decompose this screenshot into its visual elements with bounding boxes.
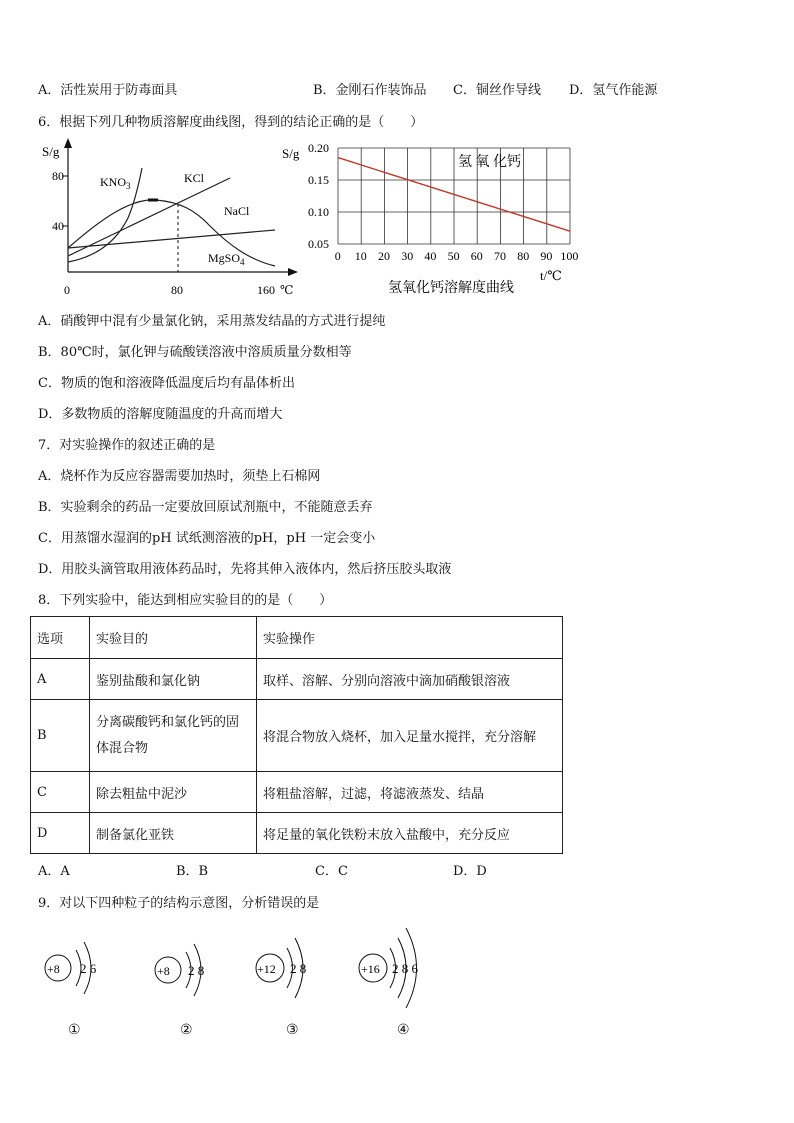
particle-4 — [359, 928, 419, 1008]
q7-option-d: D．用胶头滴管取用液体药品时，先将其伸入液体内，然后挤压胶头取液 — [38, 562, 452, 577]
particle-4-nucleus: +16 — [361, 962, 380, 976]
table-row — [31, 772, 563, 813]
curve-nacl — [68, 230, 275, 248]
chart1-ytick-80: 80 — [52, 169, 64, 183]
q8-option-a: A．A — [38, 864, 70, 879]
atom-structure-diagrams — [30, 920, 450, 1020]
chart2-ylabel: S/g — [282, 146, 300, 161]
chart1-xtick-160: 160 — [257, 283, 275, 297]
particle-3-nucleus: +12 — [257, 962, 276, 976]
row-a-operation: 取样、溶解、分别向溶液中滴加硝酸银溶液 — [257, 659, 563, 700]
chart2-xtick-60: 60 — [470, 249, 483, 263]
chart1-xtick-80: 80 — [171, 283, 183, 297]
chart2-xlabel: t/℃ — [540, 268, 562, 283]
chart2-grid — [338, 148, 570, 244]
particle-2-label: ② — [180, 1022, 193, 1038]
row-b-purpose: 分离碳酸钙和氯化钙的固体混合物 — [90, 700, 257, 772]
q6-option-b: B．80℃时，氯化钾与硫酸镁溶液中溶质质量分数相等 — [38, 345, 352, 360]
chart2-xtick-70: 70 — [494, 249, 506, 263]
chart2-legend-label: 氢 氧 化钙 — [458, 155, 521, 170]
q8-option-c: C．C — [315, 864, 348, 879]
chart2-xtick-20: 20 — [378, 249, 390, 263]
q5-option-c: C．铜丝作导线 — [453, 83, 541, 98]
label-nacl: NaCl — [224, 204, 250, 218]
q6-option-c: C．物质的饱和溶液降低温度后均有晶体析出 — [38, 376, 295, 391]
row-a-purpose: 鉴别盐酸和氯化钠 — [90, 659, 257, 700]
particle-1-label: ① — [68, 1022, 81, 1038]
q6-option-a: A．硝酸钾中混有少量氯化钠，采用蒸发结晶的方式进行提纯 — [38, 314, 386, 329]
q8-stem: 8．下列实验中，能达到相应实验目的的是（ ） — [38, 593, 333, 608]
particle-2 — [155, 944, 204, 996]
table-header-row — [31, 617, 563, 659]
chart2-ytick-0.05: 0.05 — [308, 237, 329, 251]
particle-1-nucleus: +8 — [47, 962, 60, 976]
chart2-xtick-30: 30 — [401, 249, 414, 263]
particle-2-nucleus: +8 — [157, 964, 170, 978]
particle-2-electrons: 2 8 — [188, 963, 205, 978]
label-kcl: KCl — [184, 171, 205, 185]
particle-1-electrons: 2 6 — [80, 961, 97, 976]
q9-stem: 9．对以下四种粒子的结构示意图，分析错误的是 — [38, 896, 320, 911]
row-c-purpose: 除去粗盐中泥沙 — [90, 772, 257, 813]
chart2-xtick-100: 100 — [560, 249, 579, 263]
chart2-ticks — [308, 141, 578, 263]
particle-3 — [256, 938, 306, 998]
particle-4-electrons: 2 8 6 — [392, 961, 418, 976]
row-d-option: D — [31, 813, 90, 854]
label-kno3: $KNO_3$ — [100, 175, 131, 191]
table-row — [31, 659, 563, 700]
curve-kcl — [68, 178, 230, 256]
label-mgso4: MgSO$_4$ — [208, 251, 245, 267]
q7-option-c: C．用蒸馏水湿润的pH 试纸测溶液的pH，pH 一定会变小 — [38, 531, 376, 546]
chart2-ytick-0.10: 0.10 — [308, 205, 329, 219]
chart2-ytick-0.15: 0.15 — [308, 173, 329, 187]
row-b-operation: 将混合物放入烧杯，加入足量水搅拌，充分溶解 — [257, 700, 563, 772]
particle-4-label: ④ — [397, 1022, 410, 1038]
q7-stem: 7．对实验操作的叙述正确的是 — [38, 438, 216, 453]
q6-stem: 6．根据下列几种物质溶解度曲线图，得到的结论正确的是（ ） — [38, 115, 424, 130]
chart1-ytick-40: 40 — [52, 219, 64, 233]
particle-3-label: ③ — [286, 1022, 299, 1038]
chart2-xtick-90: 90 — [540, 249, 553, 263]
chart2-title: 氢氧化钙溶解度曲线 — [388, 281, 514, 296]
row-a-option: A — [31, 659, 90, 700]
header-purpose: 实验目的 — [90, 617, 257, 659]
chart2-xtick-0: 0 — [334, 249, 341, 263]
chart2-xtick-10: 10 — [354, 249, 367, 263]
q6-option-d: D．多数物质的溶解度随温度的升高而增大 — [38, 407, 283, 422]
chart2-xtick-40: 40 — [424, 249, 437, 263]
row-b-option: B — [31, 700, 90, 772]
q7-option-a: A．烧杯作为反应容器需要加热时，须垫上石棉网 — [38, 469, 321, 484]
chart2-xtick-80: 80 — [517, 249, 530, 263]
table-row — [31, 813, 563, 854]
q8-option-b: B．B — [176, 864, 209, 879]
q7-option-b: B．实验剩余的药品一定要放回原试剂瓶中，不能随意丢弃 — [38, 500, 373, 515]
header-option: 选项 — [31, 617, 90, 659]
chart2-xtick-50: 50 — [447, 249, 460, 263]
chart1-y-arrow — [64, 138, 72, 148]
table-row — [31, 700, 563, 772]
chart1-xlabel: ℃ — [280, 283, 294, 297]
q8-table — [30, 616, 563, 854]
q8-option-d: D．D — [453, 864, 487, 879]
chart2-ytick-0.20: 0.20 — [308, 141, 329, 155]
row-c-operation: 将粗盐溶解，过滤，将滤液蒸发、结晶 — [257, 772, 563, 813]
q5-option-d: D．氢气作能源 — [569, 83, 658, 98]
row-d-operation: 将足量的氧化铁粉末放入盐酸中，充分反应 — [257, 813, 563, 854]
header-operation: 实验操作 — [257, 617, 563, 659]
q5-option-a: A．活性炭用于防毒面具 — [38, 83, 178, 98]
chart1-xtick-0: 0 — [64, 283, 70, 297]
chart1-ylabel: S/g — [42, 144, 60, 159]
q5-option-b: B．金刚石作装饰品 — [313, 83, 427, 98]
solubility-chart-1 — [30, 138, 300, 300]
particle-3-electrons: 2 8 — [290, 961, 307, 976]
row-d-purpose: 制备氯化亚铁 — [90, 813, 257, 854]
particle-1 — [45, 942, 97, 994]
row-c-option: C — [31, 772, 90, 813]
solubility-chart-2 — [280, 138, 590, 300]
